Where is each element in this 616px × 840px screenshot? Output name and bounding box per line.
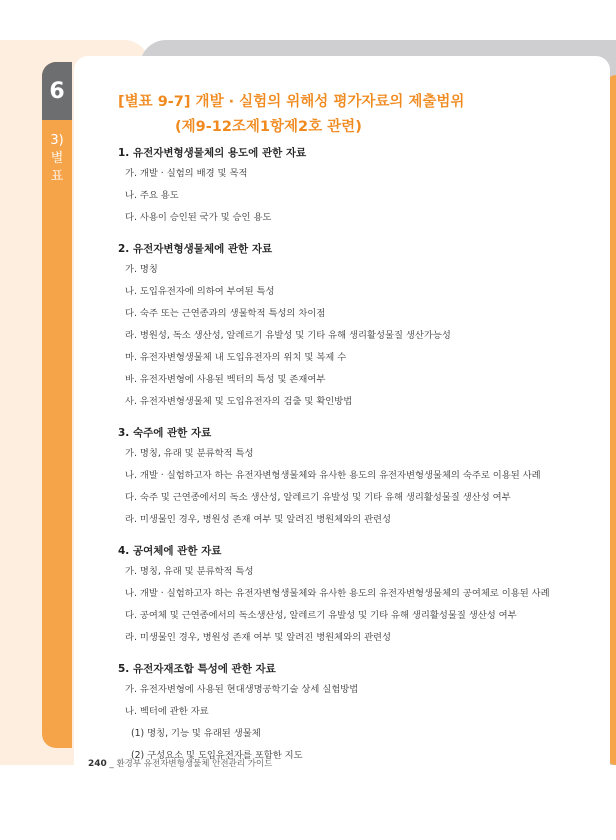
list-item: 나. 개발 · 실험하고자 하는 유전자변형생물체와 유사한 용도의 유전자변형생물체의 공여체로 이용된 사례 xyxy=(125,588,550,599)
list-item: 다. 숙주 및 근연종에서의 독소 생산성, 알레르기 유발성 및 기타 유해 생리활성물질 생산성 여부 xyxy=(125,492,511,503)
chapter-number: 6 xyxy=(42,62,72,120)
list-item: 라. 미생물인 경우, 병원성 존재 여부 및 알려진 병원체와의 관련성 xyxy=(125,632,392,643)
list-item: 가. 유전자변형에 사용된 현대생명공학기술 상세 실험방법 xyxy=(125,684,359,695)
section-heading: 4. 공여체에 관한 자료 xyxy=(118,545,222,557)
list-item: 가. 명칭, 유래 및 분류학적 특성 xyxy=(125,448,254,459)
list-item: 가. 개발 · 실험의 배경 및 목적 xyxy=(125,168,248,179)
sub-list-item: (1) 명칭, 기능 및 유래된 생물체 xyxy=(131,728,261,739)
list-item: 다. 숙주 또는 근연종과의 생물학적 특성의 차이점 xyxy=(125,308,326,319)
list-item: 라. 병원성, 독소 생산성, 알레르기 유발성 및 기타 유해 생리활성물질 생산가능성 xyxy=(125,330,451,341)
list-item: 가. 명칭 xyxy=(125,264,158,275)
section-5 xyxy=(118,659,598,767)
section-1 xyxy=(118,143,598,229)
document-body xyxy=(118,143,598,777)
list-item: 사. 유전자변형생물체 및 도입유전자의 검출 및 확인방법 xyxy=(125,396,353,407)
section-heading: 1. 유전자변형생물체의 용도에 관한 자료 xyxy=(118,147,307,159)
list-item: 나. 벡터에 관한 자료 xyxy=(125,706,209,717)
list-item: 나. 주요 용도 xyxy=(125,190,179,201)
title-line-2: (제9-12조제1항제2호 관련) xyxy=(175,119,362,135)
section-heading: 2. 유전자변형생물체에 관한 자료 xyxy=(118,243,273,255)
footer-publication: 환경부 유전자변형생물체 안전관리 가이드 xyxy=(116,759,273,769)
title-line-1: [별표 9-7] 개발 · 실험의 위해성 평가자료의 제출범위 xyxy=(118,94,465,110)
section-2 xyxy=(118,239,598,413)
footer-separator: _ xyxy=(109,759,114,769)
section-heading: 5. 유전자재조합 특성에 관한 자료 xyxy=(118,663,276,675)
page-title xyxy=(118,90,588,140)
sub-list-item: (2) 구성요소 및 도입유전자를 포함한 지도 xyxy=(131,750,303,761)
list-item: 다. 공여체 및 근연종에서의 독소생산성, 알레르기 유발성 및 기타 유해 생리활성물질 생산성 여부 xyxy=(125,610,517,621)
section-heading: 3. 숙주에 관한 자료 xyxy=(118,427,212,439)
list-item: 마. 유전자변형생물체 내 도입유전자의 위치 및 복제 수 xyxy=(125,352,347,363)
list-item: 가. 명칭, 유래 및 분류학적 특성 xyxy=(125,566,254,577)
page-footer xyxy=(88,757,272,769)
section-char-1: 별 xyxy=(50,151,64,166)
section-3 xyxy=(118,423,598,531)
list-item: 라. 미생물인 경우, 병원성 존재 여부 및 알려진 병원체와의 관련성 xyxy=(125,514,392,525)
section-char-2: 표 xyxy=(50,169,64,184)
list-item: 나. 도입유전자에 의하여 부여된 특성 xyxy=(125,286,275,297)
list-item: 다. 사용이 승인된 국가 및 승인 용도 xyxy=(125,212,272,223)
section-label xyxy=(42,132,72,186)
list-item: 바. 유전자변형에 사용된 벡터의 특성 및 존재여부 xyxy=(125,374,326,385)
section-4 xyxy=(118,541,598,649)
page-number: 240 xyxy=(88,759,107,769)
section-number: 3) xyxy=(50,133,64,148)
list-item: 나. 개발 · 실험하고자 하는 유전자변형생물체와 유사한 용도의 유전자변형생물체의 숙주로 이용된 사례 xyxy=(125,470,541,481)
